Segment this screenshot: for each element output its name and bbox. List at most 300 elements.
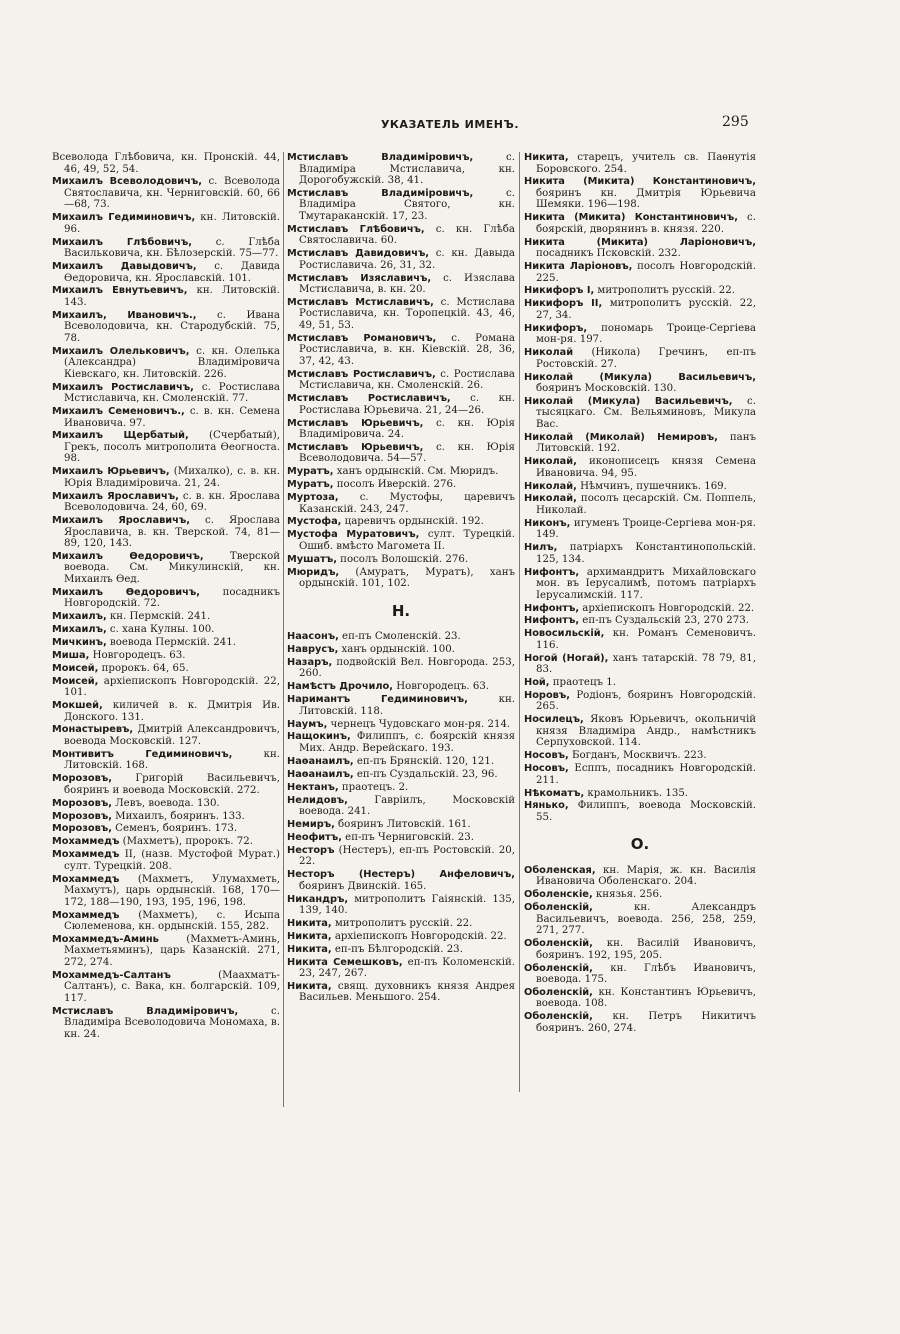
index-entry xyxy=(524,690,756,713)
index-entry xyxy=(524,653,756,676)
entry-headword: Никифоръ II, xyxy=(524,298,603,310)
index-entry xyxy=(287,795,515,818)
index-entry xyxy=(287,782,515,794)
entry-headword: Михаилъ Ростиславичъ, xyxy=(52,381,194,393)
entry-headword: Мстиславъ Владиміровичъ, xyxy=(52,1005,239,1017)
entry-text: архіепископъ Новгородскій. 22. xyxy=(579,602,755,614)
running-header: УКАЗАТЕЛЬ ИМЕНЪ. xyxy=(380,118,520,131)
index-entry xyxy=(52,1006,280,1041)
index-entry xyxy=(287,944,515,956)
index-entry xyxy=(287,418,515,441)
entry-text: кн. Литовскій. 96. xyxy=(64,212,281,235)
entry-text: Гавріилъ, Московскій воевода. 241. xyxy=(299,794,515,818)
entry-text: Всеволода Глѣбовича, кн. Пронскій. 44, 46, 49, 52, 54. xyxy=(52,152,280,175)
entry-headword: Морозовъ, xyxy=(52,797,112,809)
entry-text: кн. Глѣбъ Ивановичъ, воевода. 175. xyxy=(536,962,756,985)
entry-headword: Мстиславъ Романовичъ, xyxy=(287,332,437,344)
index-entry xyxy=(52,910,280,933)
entry-headword: Михаилъ Ярославичъ, xyxy=(52,490,179,502)
entry-text: (Махметъ), с. Исыпа Сюлеменова, кн. ордынскій. 155, 282. xyxy=(64,909,280,932)
entry-headword: Никита Ларіоновъ, xyxy=(524,261,633,273)
entry-text: митрополитъ Гаіянскій. 135, 139, 140. xyxy=(299,893,515,916)
entry-text: с. Мстислава Ростиславича, кн. Торопецкій. 43, 46, 49, 51, 53. xyxy=(299,296,516,331)
entry-headword: Михаилъ Всеволодовичъ, xyxy=(52,176,202,188)
entry-headword: Мохаммедъ xyxy=(52,873,120,885)
entry-text: (Махметъ, Улумахметь, Махмутъ), царь ордынскій. 168, 170—172, 188—190, 193, 195, 196, 198. xyxy=(64,873,280,908)
index-entry xyxy=(524,763,756,786)
entry-text: с. Владиміра Мстиславича, кн. Дорогобужскій. 38, 41. xyxy=(299,152,515,186)
index-entry xyxy=(52,176,280,211)
entry-headword: Нектанъ, xyxy=(287,781,339,793)
entry-text: с. кн. Юрія Владиміровича. 24. xyxy=(299,417,515,441)
index-entry xyxy=(524,481,756,493)
entry-text: с. кн. Давыда Ростиславича. 26, 31, 32. xyxy=(299,248,515,271)
entry-text: свящ. духовникъ князя Андрея Васильев. Меньшого. 254. xyxy=(299,980,515,1004)
entry-text: с. Владиміра Святого, кн. Тмутараканскій. 17, 23. xyxy=(299,187,515,222)
entry-headword: Михаилъ Олельковичъ, xyxy=(52,345,190,357)
entry-headword: Михаилъ Ѳедоровичъ, xyxy=(52,586,200,598)
entry-text: с. Ярослава Ярославича, в. кн. Тверской. 74, 81—89, 120, 143. xyxy=(64,515,280,550)
entry-headword: Мстиславъ Ростиславичъ, xyxy=(287,393,451,405)
index-entry xyxy=(287,188,515,223)
entry-headword: Никандръ, xyxy=(287,893,349,905)
entry-headword: Никифоръ, xyxy=(524,322,588,334)
entry-headword: Морозовъ, xyxy=(52,823,112,835)
entry-headword: Наумъ, xyxy=(287,718,328,730)
entry-headword: Михаилъ Юрьевичъ, xyxy=(52,466,170,478)
entry-text: князья. 256. xyxy=(592,889,663,901)
section-letter: О. xyxy=(630,835,650,854)
entry-headword: Михаилъ Гедиминовичъ, xyxy=(52,212,196,224)
entry-text: (Амуратъ, Муратъ), ханъ ордынскій. 101, 102. xyxy=(299,566,515,590)
entry-headword: Миша, xyxy=(52,649,90,661)
entry-headword: Наасонъ, xyxy=(287,631,339,643)
column-divider xyxy=(519,152,520,1092)
entry-headword: Мстиславъ Владиміровичъ, xyxy=(287,152,474,163)
index-entry xyxy=(52,650,280,662)
entry-headword: Нифонтъ, xyxy=(524,602,580,614)
entry-headword: Ной, xyxy=(524,677,550,689)
index-entry xyxy=(287,845,515,868)
entry-headword: Норовъ, xyxy=(524,689,570,701)
index-entry xyxy=(52,237,280,260)
index-entry xyxy=(52,430,280,465)
entry-text: с. кн. Юрія Всеволодовича. 54—57. xyxy=(299,441,515,465)
index-entry xyxy=(524,347,756,370)
index-entry xyxy=(287,567,515,590)
index-entry xyxy=(52,406,280,429)
entry-text: митрополитъ русскій. 22. xyxy=(594,285,735,297)
entry-headword: Нелидовъ, xyxy=(287,794,348,806)
entry-headword: Носовъ, xyxy=(524,750,569,762)
index-entry xyxy=(524,714,756,749)
entry-text: Богданъ, Москвичъ. 223. xyxy=(568,750,707,762)
index-entry xyxy=(524,237,756,260)
entry-text: (Михалко), с. в. кн. Юрія Владиміровича. 21, 24. xyxy=(64,466,280,489)
entry-headword: Мохаммедъ xyxy=(52,909,120,921)
index-entry xyxy=(524,1011,756,1034)
entry-text: (Махметъ-Аминь, Махметьяминъ), царь Казанскій. 271, 272, 274. xyxy=(64,933,280,968)
index-entry xyxy=(524,889,756,901)
entry-text: Новгородецъ. 63. xyxy=(392,681,490,693)
entry-headword: Михаилъ, xyxy=(52,611,107,623)
entry-text: Михаилъ, бояринъ. 133. xyxy=(111,810,245,822)
entry-headword: Михаилъ Давыдовичъ, xyxy=(52,261,197,273)
entry-headword: Никита, xyxy=(287,943,332,955)
entry-text: киличей в. к. Дмитрія Ив. Донского. 131. xyxy=(64,700,280,723)
index-entry xyxy=(287,681,515,693)
index-entry xyxy=(52,773,280,796)
entry-headword: Мстиславъ Изяславичъ, xyxy=(287,272,432,284)
entry-headword: Мстиславъ Владиміровичъ, xyxy=(287,187,474,199)
index-entry xyxy=(52,587,280,610)
index-entry xyxy=(524,456,756,479)
entry-text: (Никола) Гречинъ, еп-пъ Ростовскій. 27. xyxy=(536,347,756,370)
index-entry xyxy=(287,152,515,187)
entry-text: Филиппъ, воевода Московскій. 55. xyxy=(536,800,756,823)
entry-headword: Оболенскій, xyxy=(524,962,593,974)
entry-headword: Мохаммедъ-Салтанъ xyxy=(52,969,171,981)
index-entry xyxy=(524,372,756,395)
index-entry xyxy=(524,677,756,689)
entry-headword: Мстиславъ Юрьевичъ, xyxy=(287,417,424,429)
index-entry xyxy=(52,811,280,823)
index-entry xyxy=(524,285,756,297)
index-entry xyxy=(524,902,756,937)
entry-text: панъ Литовскій. 192. xyxy=(536,431,757,455)
entry-text: патріархъ Константинопольскій. 125, 134. xyxy=(536,542,756,565)
index-entry xyxy=(52,261,280,284)
index-entry xyxy=(287,819,515,831)
index-entry xyxy=(52,663,280,675)
entry-text: архіепископъ Новгородскій. 22, 101. xyxy=(64,675,280,699)
entry-headword: Михаилъ, Ивановичъ., xyxy=(52,309,197,321)
entry-headword: Никонъ, xyxy=(524,517,571,529)
index-entry xyxy=(524,628,756,651)
entry-headword: Никита (Микита) Константиновичъ, xyxy=(524,176,756,188)
entry-text: с. Ростислава Мстиславича, кн. Смоленскій. 26. xyxy=(299,368,515,392)
index-entry xyxy=(52,611,280,623)
entry-headword: Несторъ xyxy=(287,844,335,856)
entry-headword: Оболенскій, xyxy=(524,938,593,950)
entry-text: (Махметъ), пророкъ. 72. xyxy=(119,836,253,848)
entry-text: иконописецъ князя Семена Ивановича. 94, 95. xyxy=(536,456,756,479)
index-entry xyxy=(287,981,515,1004)
index-column-3 xyxy=(524,152,756,1036)
index-entry xyxy=(524,987,756,1010)
index-entry xyxy=(287,931,515,943)
entry-text: бояринъ Двинскій. 165. xyxy=(299,880,427,892)
index-entry xyxy=(287,769,515,781)
entry-headword: Никита, xyxy=(287,930,332,942)
index-entry xyxy=(52,285,280,308)
entry-headword: Никифоръ I, xyxy=(524,285,595,297)
index-column-2 xyxy=(287,152,515,1005)
entry-text: кн. Александръ Васильевичъ, воевода. 256, 258, 259, 271, 277. xyxy=(536,902,756,937)
entry-text: Новгородецъ. 63. xyxy=(89,649,186,661)
entry-text: посолъ цесарскій. См. Поппель, Николай. xyxy=(536,493,756,516)
entry-text: кн. Литовскій. 143. xyxy=(64,285,281,308)
page-number: 295 xyxy=(722,114,749,130)
entry-headword: Оболенская, xyxy=(524,864,596,876)
index-entry xyxy=(524,750,756,762)
index-entry xyxy=(524,518,756,541)
entry-headword: Николай xyxy=(524,347,574,359)
entry-headword: Нифонтъ, xyxy=(524,566,580,578)
column-divider xyxy=(283,152,284,1107)
section-letter: Н. xyxy=(391,601,411,620)
entry-headword: Нифонтъ, xyxy=(524,615,580,627)
index-entry xyxy=(287,869,515,892)
entry-text: еп-пъ Брянскій. 120, 121. xyxy=(353,755,495,767)
index-entry xyxy=(524,176,756,211)
entry-text: чернецъ Чудовскаго мон-ря. 214. xyxy=(327,718,511,730)
entry-headword: Мустофа, xyxy=(287,516,342,528)
entry-text: посадникъ Новгородскій. 72. xyxy=(64,586,280,610)
index-entry xyxy=(287,369,515,392)
entry-text: посолъ Новгородскій. 225. xyxy=(536,261,756,284)
entry-headword: Мустофа Муратовичъ, xyxy=(287,529,420,541)
entry-text: с. кн. Олелька (Александра) Владиміровича Кіевскаго, кн. Литовскій. 226. xyxy=(64,345,280,380)
entry-text: Дмитрій Александровичъ, воевода Московскій. 127. xyxy=(64,724,280,747)
entry-headword: Никита, xyxy=(287,917,332,929)
entry-headword: Нащокинъ, xyxy=(287,731,351,743)
entry-text: с. Романа Ростиславича, в. кн. Кіевскій. 28, 36, 37, 42, 43. xyxy=(299,332,515,367)
entry-headword: Носовъ, xyxy=(524,763,569,775)
entry-headword: Назаръ, xyxy=(287,656,333,668)
entry-text: (Нестеръ), еп-пъ Ростовскій. 20, 22. xyxy=(299,844,515,868)
entry-headword: Мичкинъ, xyxy=(52,637,107,649)
entry-headword: Оболенскій, xyxy=(524,902,593,914)
entry-headword: Михаилъ Ѳедоровичъ, xyxy=(52,550,204,562)
index-entry xyxy=(524,615,756,627)
entry-headword: Мстиславъ Ростиславичъ, xyxy=(287,368,436,380)
index-entry xyxy=(287,516,515,528)
entry-headword: Николай, xyxy=(524,480,577,492)
index-entry xyxy=(52,515,280,550)
entry-text: с. Давида Ѳедоровича, кн. Ярославскій. 101. xyxy=(64,261,280,284)
entry-text: кн. Василій Ивановичъ, бояринъ. 192, 195, 205. xyxy=(536,938,756,961)
entry-text: пономарь Троице-Сергіева мон-ря. 197. xyxy=(536,322,756,346)
index-entry xyxy=(52,551,280,586)
index-entry xyxy=(287,644,515,656)
entry-text: ханъ татарскій. 78 79, 81, 83. xyxy=(536,652,756,676)
entry-text: царевичъ ордынскій. 192. xyxy=(341,516,484,528)
entry-text: Семенъ, бояринъ. 173. xyxy=(111,823,238,835)
index-entry xyxy=(52,624,280,636)
entry-text: кн. Марія, ж. кн. Василія Ивановича Оболенскаго. 204. xyxy=(536,864,756,888)
index-entry xyxy=(524,396,756,431)
entry-headword: Оболенскій, xyxy=(524,1011,593,1023)
index-entry xyxy=(287,248,515,271)
entry-headword: Нянько, xyxy=(524,800,569,812)
index-entry xyxy=(287,631,515,643)
entry-headword: Михаилъ Щербатый, xyxy=(52,430,189,442)
index-entry xyxy=(52,466,280,489)
index-entry xyxy=(52,874,280,909)
index-entry xyxy=(287,529,515,552)
entry-text: архіепископъ Новгородскій. 22. xyxy=(331,930,507,942)
entry-headword: Монтивитъ Гедиминовичъ, xyxy=(52,748,233,760)
index-entry xyxy=(52,382,280,405)
index-entry xyxy=(287,224,515,247)
entry-text: с. кн. Глѣба Святославича. 60. xyxy=(299,223,515,247)
index-entry xyxy=(52,823,280,835)
entry-text: с. Всеволода Святославича, кн. Черниговскій. 60, 66—68, 73. xyxy=(64,176,280,211)
entry-text: еп-пъ Бѣлгородскій. 23. xyxy=(331,943,463,955)
index-entry xyxy=(287,731,515,754)
entry-text: кн. Литовскій. 118. xyxy=(299,694,516,717)
entry-headword: Мстиславъ Юрьевичъ, xyxy=(287,441,424,453)
entry-headword: Неофитъ, xyxy=(287,831,342,843)
index-entry xyxy=(52,724,280,747)
entry-headword: Михаилъ Евнутьевичъ, xyxy=(52,285,188,297)
index-entry xyxy=(287,657,515,680)
index-entry xyxy=(524,788,756,800)
entry-headword: Немиръ, xyxy=(287,818,335,830)
entry-headword: Нѣкоматъ, xyxy=(524,787,585,799)
index-entry xyxy=(52,836,280,848)
entry-headword: Мохаммедъ xyxy=(52,849,120,861)
entry-text: кн. Романъ Семеновичъ. 116. xyxy=(536,628,756,651)
entry-text: (Счербатый), Грекъ, посолъ митрополита Ѳеогноста. 98. xyxy=(64,430,281,465)
entry-headword: Ногой (Ногай), xyxy=(524,652,609,664)
entry-text: митрополитъ русскій. 22, 27, 34. xyxy=(536,298,756,321)
entry-text: еп-пъ Коломенскій. 23, 247, 267. xyxy=(299,956,515,980)
index-entry xyxy=(524,542,756,565)
index-entry xyxy=(524,432,756,455)
index-entry xyxy=(52,637,280,649)
entry-text: Родіонъ, бояринъ Новгородскій. 265. xyxy=(536,689,756,713)
entry-text: посадникъ Псковскій. 232. xyxy=(536,248,681,260)
entry-text: ханъ ордынскій. См. Мюридъ. xyxy=(333,466,499,478)
index-entry xyxy=(524,212,756,235)
index-entry xyxy=(287,894,515,917)
entry-headword: Мстиславъ Давидовичъ, xyxy=(287,248,430,260)
entry-headword: Муратъ, xyxy=(287,466,334,478)
entry-headword: Моисей, xyxy=(52,662,99,674)
entry-text: с. тысяцкаго. См. Вельяминовъ, Микула Вас. xyxy=(536,395,756,430)
index-entry xyxy=(52,849,280,872)
entry-headword: Оболенскій, xyxy=(524,986,593,998)
entry-text: бояринъ кн. Дмитрія Юрьевича Шемяки. 196—198. xyxy=(536,187,756,211)
entry-headword: Мохаммедъ xyxy=(52,836,120,848)
index-entry xyxy=(524,603,756,615)
entry-headword: Муратъ, xyxy=(287,479,334,491)
entry-text: митрополитъ русскій. 22. xyxy=(331,917,473,929)
entry-headword: Наѳанаилъ, xyxy=(287,768,354,780)
entry-text: с. Ростислава Мстиславича, кн. Смоленскій. 77. xyxy=(64,381,280,405)
index-entry xyxy=(52,934,280,969)
entry-text: с. Глѣба Васильковича, кн. Бѣлозерскій. 75—77. xyxy=(64,236,280,260)
entry-headword: Николай (Миколай) Немировъ, xyxy=(524,431,718,443)
index-entry xyxy=(52,491,280,514)
entry-headword: Николай (Микула) Васильевичъ, xyxy=(524,395,733,407)
index-entry xyxy=(287,492,515,515)
entry-text: пророкъ. 64, 65. xyxy=(98,662,189,674)
entry-text: архимандритъ Михайловскаго мон. въ Іерусалимѣ, потомъ патріархъ Іерусалимскій. 117. xyxy=(536,566,756,601)
entry-text: Левъ, воевода. 130. xyxy=(111,797,220,809)
index-entry xyxy=(52,310,280,345)
entry-text: ханъ ордынскій. 100. xyxy=(338,644,455,656)
entry-text: кн. Пермскій. 241. xyxy=(106,611,211,623)
entry-text: с. в. кн. Ярослава Всеволодовича. 24, 60, 69. xyxy=(64,490,280,514)
entry-text: кн. Константинъ Юрьевичъ, воевода. 108. xyxy=(536,986,756,1010)
entry-text: с. в. кн. Семена Ивановича. 97. xyxy=(64,406,280,429)
entry-text: Тверской воевода. См. Микулинскій, кн. Михаилъ Ѳед. xyxy=(64,550,280,585)
entry-headword: Мохаммедъ-Аминь xyxy=(52,933,159,945)
entry-headword: Мстиславъ Мстиславичъ, xyxy=(287,296,434,308)
entry-headword: Никита (Микита) Ларіоновичъ, xyxy=(524,236,756,248)
entry-headword: Мокшей, xyxy=(52,700,103,712)
index-entry xyxy=(524,800,756,823)
entry-text: Григорій Васильевичъ, бояринъ и воевода Московскій. 272. xyxy=(64,773,280,796)
entry-headword: Оболенскіе, xyxy=(524,889,593,901)
entry-headword: Несторъ (Нестеръ) Анфеловичъ, xyxy=(287,869,515,881)
entry-headword: Никита Семешковъ, xyxy=(287,956,403,968)
index-entry xyxy=(287,694,515,717)
entry-text: с. Изяслава Мстиславича, в. кн. 20. xyxy=(299,272,515,296)
entry-text: бояринъ Литовскій. 161. xyxy=(334,818,471,830)
entry-text: посолъ Волошскій. 276. xyxy=(336,553,469,565)
entry-text: кн. Петръ Никитичъ бояринъ. 260, 274. xyxy=(536,1011,756,1034)
entry-text: еп-пъ Черниговскій. 23. xyxy=(341,831,474,843)
entry-headword: Михаилъ Глѣбовичъ, xyxy=(52,236,192,248)
entry-headword: Михаилъ Семеновичъ., xyxy=(52,406,185,418)
entry-text: кн. Литовскій. 168. xyxy=(64,748,281,772)
entry-headword: Никита, xyxy=(287,980,332,992)
index-entry xyxy=(524,298,756,321)
index-entry xyxy=(287,554,515,566)
index-entry xyxy=(287,918,515,930)
entry-text: игуменъ Троице-Сергіева мон-ря. 149. xyxy=(536,517,756,541)
entry-text: бояринъ Московскій. 130. xyxy=(536,383,677,395)
index-entry xyxy=(287,832,515,844)
entry-text: праотецъ. 2. xyxy=(338,781,409,793)
entry-headword: Нилъ, xyxy=(524,542,558,554)
entry-headword: Новосильскій, xyxy=(524,628,605,640)
entry-text: посолъ Иверскій. 276. xyxy=(333,479,457,491)
index-entry xyxy=(287,957,515,980)
entry-headword: Мюридъ, xyxy=(287,566,340,578)
index-entry xyxy=(52,749,280,772)
entry-text: с. боярскій, дворянинъ в. князя. 220. xyxy=(536,212,756,235)
entry-headword: Наримантъ Гедиминовичъ, xyxy=(287,694,468,706)
index-entry xyxy=(524,152,756,175)
index-entry xyxy=(524,865,756,888)
index-entry xyxy=(52,970,280,1005)
index-entry xyxy=(287,393,515,416)
entry-headword: Николай, xyxy=(524,456,577,468)
index-entry xyxy=(287,273,515,296)
index-entry xyxy=(524,963,756,986)
entry-headword: Никита, xyxy=(524,152,569,163)
entry-text: еп-пъ Смоленскій. 23. xyxy=(338,631,461,643)
entry-headword: Николай (Микула) Васильевичъ, xyxy=(524,371,756,383)
entry-headword: Михаилъ Ярославичъ, xyxy=(52,515,190,527)
entry-headword: Монастыревъ, xyxy=(52,724,134,736)
index-entry xyxy=(524,261,756,284)
entry-text: Есппъ, посадникъ Новгородскій. 211. xyxy=(536,763,756,786)
entry-text: подвойскій Вел. Новгорода. 253, 260. xyxy=(299,656,515,680)
entry-headword: Михаилъ, xyxy=(52,624,107,636)
entry-text: с. Ивана Всеволодовича, кн. Стародубскій. 75, 78. xyxy=(64,309,280,344)
entry-headword: Мстиславъ Глѣбовичъ, xyxy=(287,223,425,235)
entry-text: султ. Турецкій. Ошиб. вмѣсто Магомета II. xyxy=(299,529,515,552)
index-entry xyxy=(287,466,515,478)
index-entry xyxy=(52,152,280,175)
entry-text: еп-пъ Суздальскій 23, 270 273. xyxy=(579,615,749,627)
